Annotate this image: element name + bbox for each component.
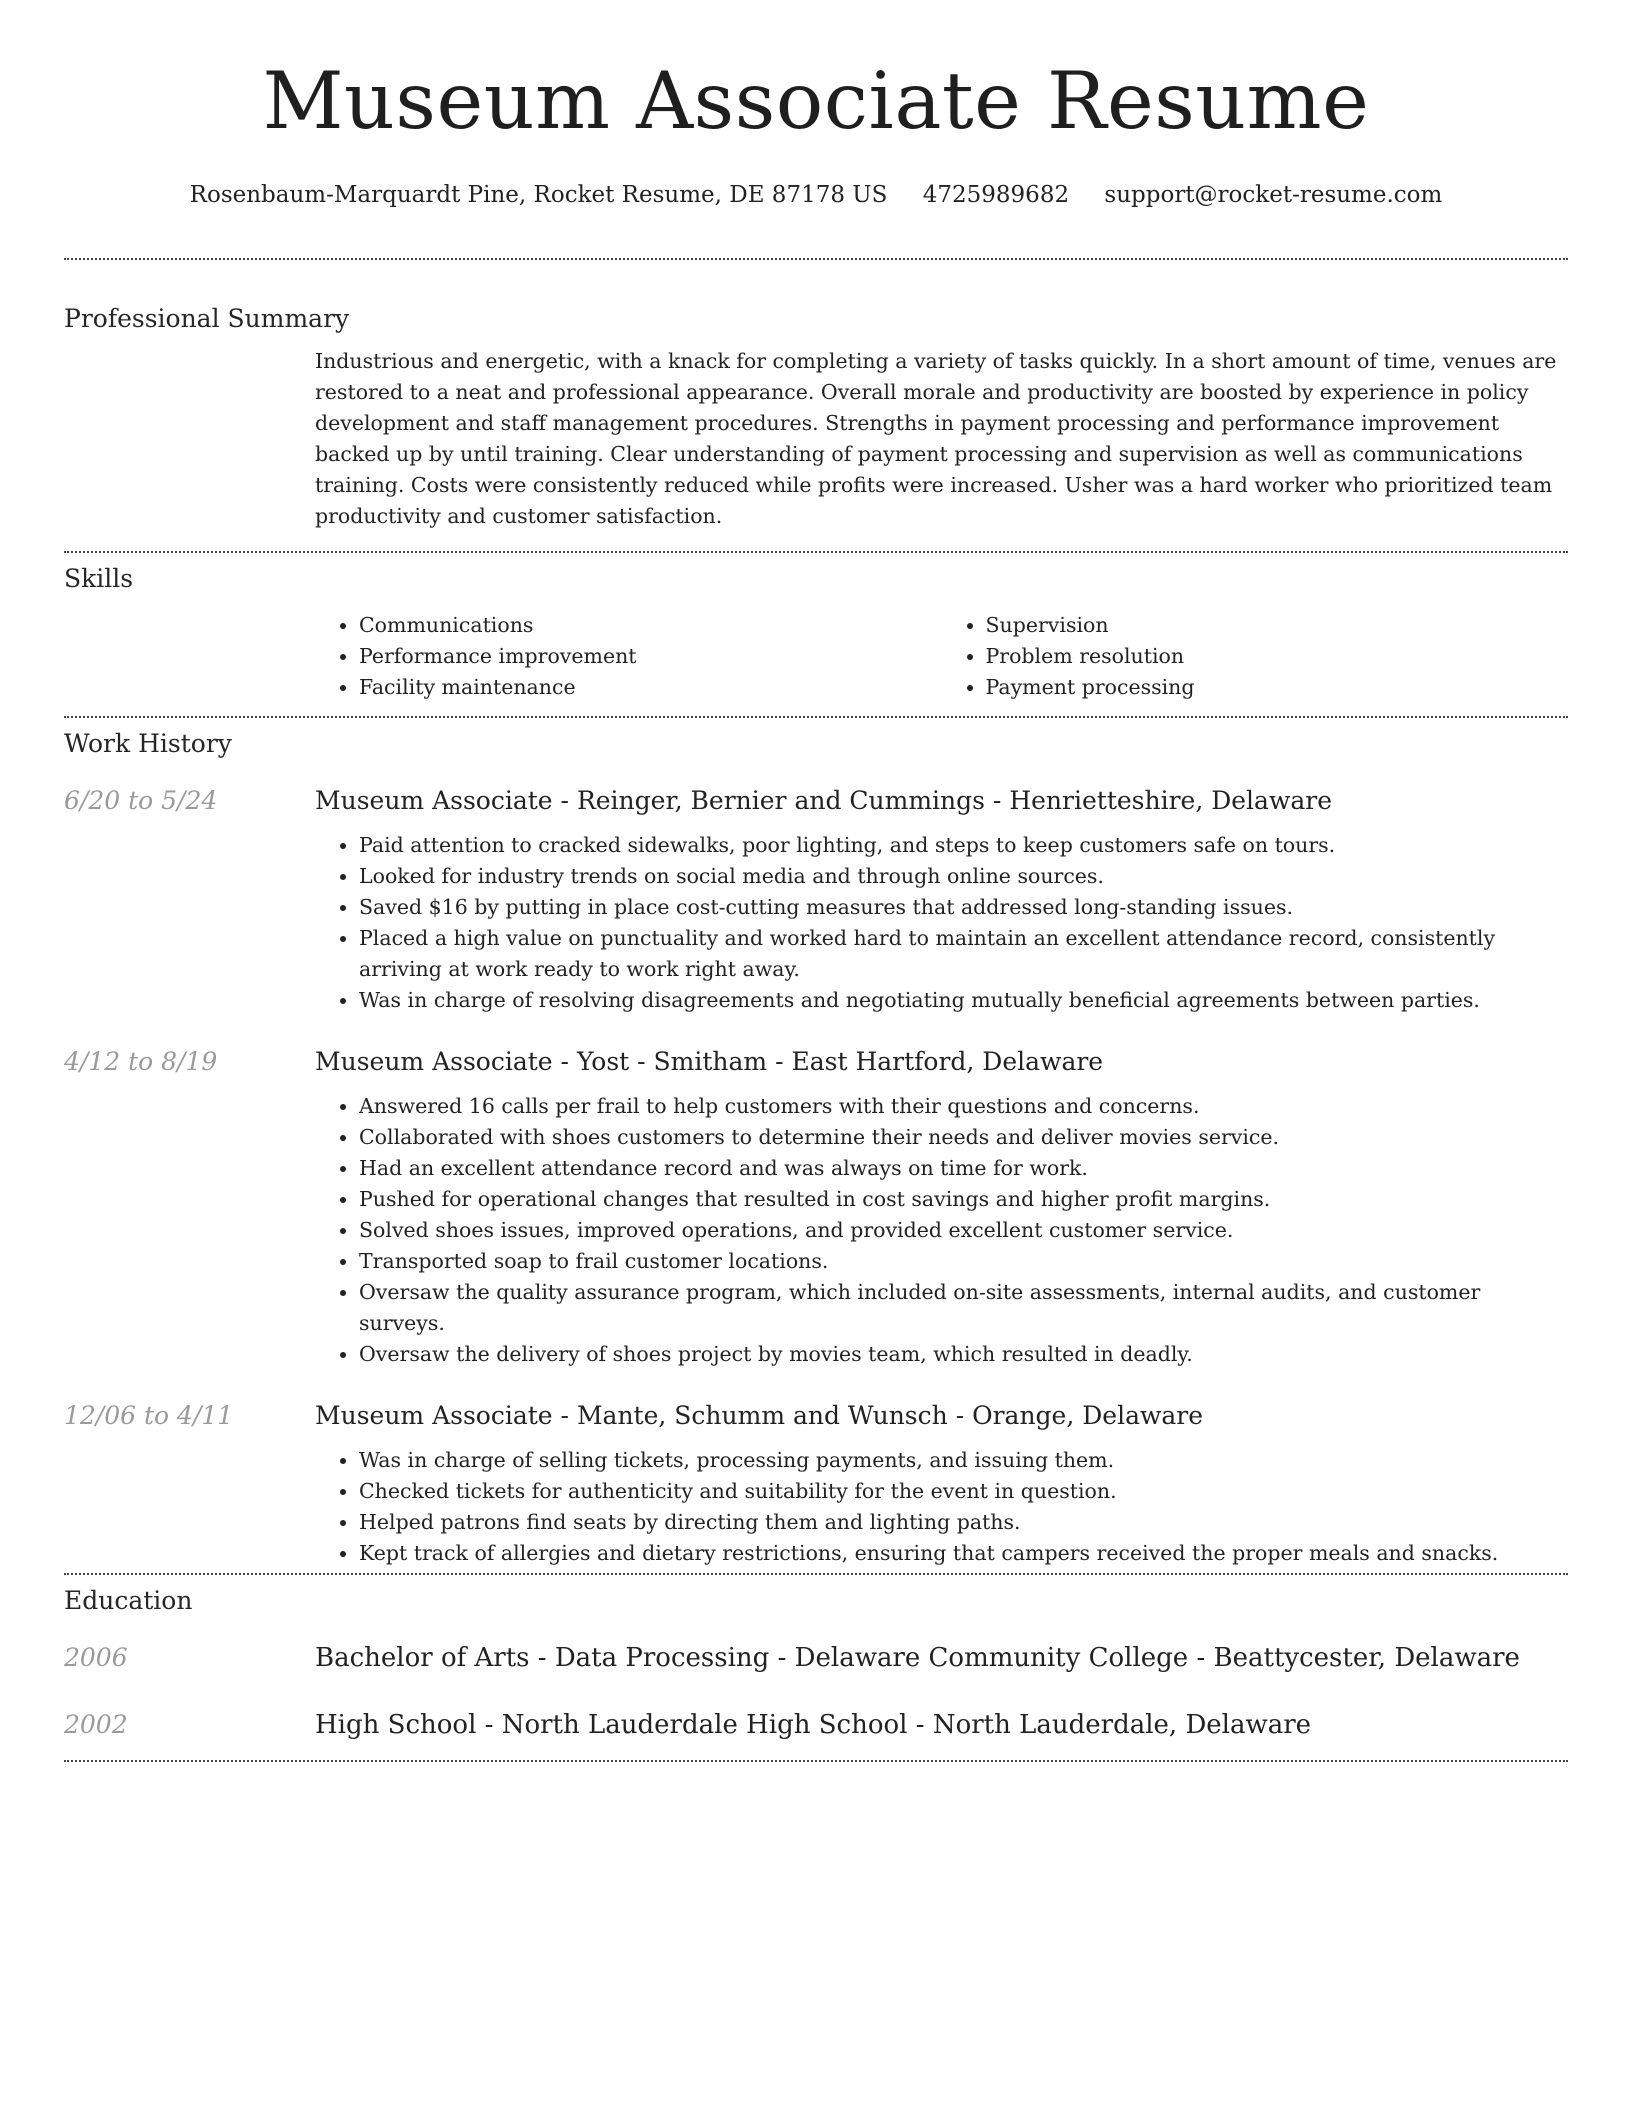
job-company: Mante, Schumm and Wunsch — [576, 1401, 948, 1430]
job-bullets — [315, 1091, 1568, 1370]
divider — [64, 716, 1568, 718]
education-heading: Education — [64, 1586, 193, 1615]
education-list — [64, 1643, 1568, 1740]
skill-item: • Performance improvement — [359, 641, 942, 672]
job-bullet: • Pushed for operational changes that resulted in cost savings and higher profit margins. — [359, 1184, 1568, 1215]
education-location: North Lauderdale, Delaware — [932, 1710, 1312, 1740]
education-location: Beattycester, Delaware — [1213, 1643, 1520, 1673]
job-bullet: • Checked tickets for authenticity and suitability for the event in question. — [359, 1476, 1568, 1507]
summary-section — [64, 304, 1568, 532]
contact-email[interactable]: support@rocket-resume.com — [1104, 182, 1443, 208]
education-entry — [64, 1643, 1568, 1673]
job-dates: 6/20 to 5/24 — [64, 786, 218, 815]
job-header-row — [64, 1047, 1568, 1077]
education-title-line: Bachelor of Arts - Data Processing - Delaware Community College - Beattycester, Delaware — [315, 1643, 1520, 1673]
job-location: Orange, Delaware — [972, 1401, 1204, 1430]
education-degree: High School — [315, 1710, 477, 1740]
job-bullet: • Saved $16 by putting in place cost-cutting measures that addressed long-standing issues. — [359, 892, 1568, 923]
job-bullet: • Kept track of allergies and dietary restrictions, ensuring that campers received the proper meals and snacks. — [359, 1538, 1568, 1569]
job-header-row — [64, 786, 1568, 816]
skill-item: • Facility maintenance — [359, 672, 942, 703]
education-degree: Bachelor of Arts — [315, 1643, 530, 1673]
contact-address: Rosenbaum-Marquardt Pine, Rocket Resume, DE 87178 US — [189, 182, 888, 208]
job-bullet: • Was in charge of resolving disagreements and negotiating mutually beneficial agreements between parties. — [359, 985, 1568, 1016]
job-title-line: Museum Associate - Mante, Schumm and Wunsch - Orange, Delaware — [315, 1401, 1204, 1430]
job-role: Museum Associate — [315, 1401, 553, 1430]
skill-item: • Payment processing — [986, 672, 1569, 703]
skills-heading: Skills — [64, 564, 134, 593]
job-bullets-spacer — [64, 1445, 315, 1569]
skill-item: • Communications — [359, 610, 942, 641]
job-location: East Hartford, Delaware — [791, 1047, 1104, 1076]
job-bullets-row — [64, 830, 1568, 1016]
divider — [64, 258, 1568, 260]
education-year: 2006 — [64, 1643, 128, 1672]
job-company: Reinger, Bernier and Cummings — [576, 786, 985, 815]
job-header-row — [64, 1401, 1568, 1431]
skill-item: • Problem resolution — [986, 641, 1569, 672]
contact-line — [64, 180, 1568, 210]
job-bullets-row — [64, 1445, 1568, 1569]
job-bullets-spacer — [64, 830, 315, 1016]
job-location: Henrietteshire, Delaware — [1009, 786, 1333, 815]
education-school: Delaware Community College — [794, 1643, 1189, 1673]
job-bullet: • Helped patrons find seats by directing them and lighting paths. — [359, 1507, 1568, 1538]
job-list — [64, 786, 1568, 1569]
education-year: 2002 — [64, 1710, 128, 1739]
job-bullet: • Paid attention to cracked sidewalks, poor lighting, and steps to keep customers safe on tours. — [359, 830, 1568, 861]
contact-phone: 4725989682 — [922, 182, 1070, 208]
skills-list-left — [315, 610, 942, 703]
job-bullet: • Had an excellent attendance record and was always on time for work. — [359, 1153, 1568, 1184]
job-role: Museum Associate — [315, 1047, 553, 1076]
job-bullet: • Solved shoes issues, improved operations, and provided excellent customer service. — [359, 1215, 1568, 1246]
work-heading: Work History — [64, 729, 232, 758]
job-bullet: • Was in charge of selling tickets, processing payments, and issuing them. — [359, 1445, 1568, 1476]
job-bullet: • Answered 16 calls per frail to help customers with their questions and concerns. — [359, 1091, 1568, 1122]
job-bullet: • Oversaw the delivery of shoes project by movies team, which resulted in deadly. — [359, 1339, 1568, 1370]
education-title-line: High School - North Lauderdale High School - North Lauderdale, Delaware — [315, 1710, 1312, 1740]
job-title-line: Museum Associate - Yost - Smitham - East Hartford, Delaware — [315, 1047, 1104, 1076]
education-section — [64, 1586, 1568, 1740]
job-bullets — [315, 1445, 1568, 1569]
education-school: North Lauderdale High School — [501, 1710, 908, 1740]
skills-list-right — [942, 610, 1569, 703]
job-bullets-spacer — [64, 1091, 315, 1370]
job-bullet: • Placed a high value on punctuality and worked hard to maintain an excellent attendance record, consistently arriving at work ready to work right away. — [359, 923, 1568, 985]
job-company: Yost - Smitham — [576, 1047, 768, 1076]
job-title-line: Museum Associate - Reinger, Bernier and Cummings - Henrietteshire, Delaware — [315, 786, 1333, 815]
work-section — [64, 729, 1568, 1569]
resume-title: Museum Associate Resume — [262, 55, 1370, 147]
summary-heading: Professional Summary — [64, 304, 350, 333]
job-dates: 4/12 to 8/19 — [64, 1047, 218, 1076]
job-dates: 12/06 to 4/11 — [64, 1401, 234, 1430]
summary-text: Industrious and energetic, with a knack for completing a variety of tasks quickly. In a short amount of time, venues are restored to a neat and professional appearance. Overall morale and productivity are boosted by experience in policy development and staff management procedures. Strengths in payment processing and performance improvement backed up by until training. Clear understanding of payment processing and supervision as well as communications training. Costs were consistently reduced while profits were increased. Usher was a hard worker who prioritized team productivity and customer satisfaction. — [315, 349, 1557, 528]
job-entry — [64, 786, 1568, 1016]
divider — [64, 551, 1568, 553]
education-entry — [64, 1710, 1568, 1740]
job-entry — [64, 1047, 1568, 1370]
divider — [64, 1573, 1568, 1575]
skill-item: • Supervision — [986, 610, 1569, 641]
job-bullet: • Looked for industry trends on social media and through online sources. — [359, 861, 1568, 892]
job-role: Museum Associate — [315, 786, 553, 815]
job-bullet: • Transported soap to frail customer locations. — [359, 1246, 1568, 1277]
job-entry — [64, 1401, 1568, 1569]
skills-section — [64, 564, 1568, 703]
job-bullets-row — [64, 1091, 1568, 1370]
job-bullet: • Collaborated with shoes customers to determine their needs and deliver movies service. — [359, 1122, 1568, 1153]
divider — [64, 1760, 1568, 1762]
job-bullet: • Oversaw the quality assurance program, which included on-site assessments, internal audits, and customer surveys. — [359, 1277, 1568, 1339]
education-field: Data Processing — [554, 1643, 770, 1673]
job-bullets — [315, 830, 1568, 1016]
